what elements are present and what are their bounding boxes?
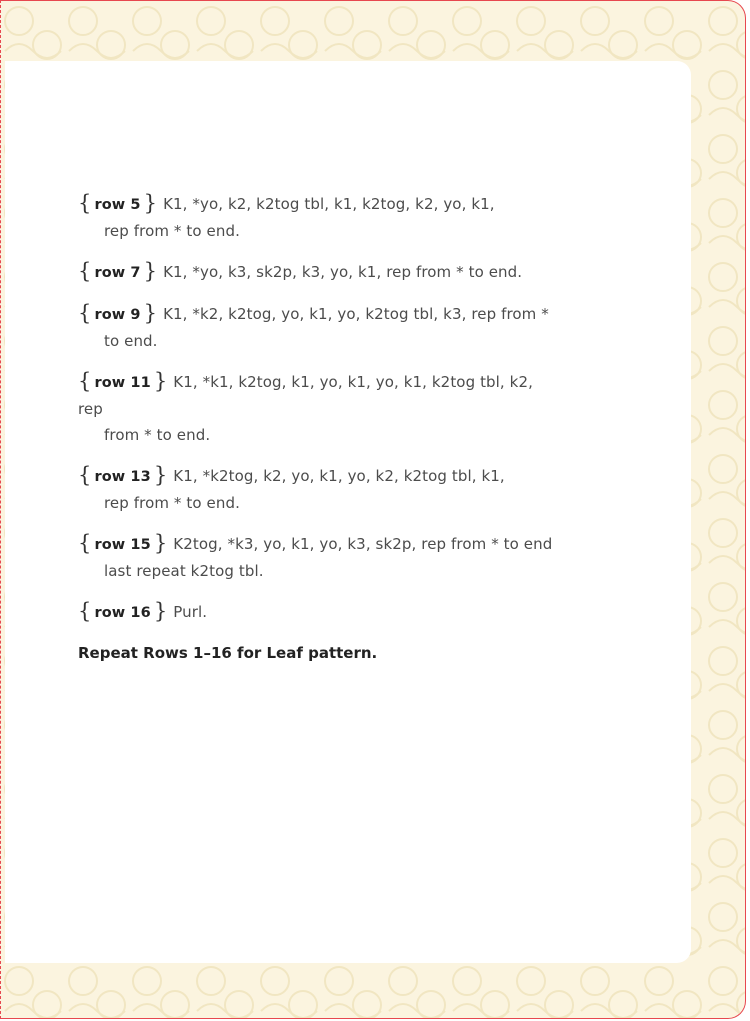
row-instruction-continued: from * to end. bbox=[104, 426, 211, 444]
pattern-instructions bbox=[78, 190, 558, 666]
pattern-row bbox=[78, 190, 558, 244]
close-brace: } bbox=[143, 259, 158, 283]
pattern-row bbox=[78, 598, 558, 626]
close-brace: } bbox=[143, 191, 158, 215]
row-instruction: K1, *k1, k2tog, k1, yo, k1, yo, k1, k2tog tbl, k2, rep bbox=[78, 373, 533, 418]
open-brace: { bbox=[78, 599, 92, 623]
row-instruction-continued: rep from * to end. bbox=[104, 494, 240, 512]
row-instruction: Purl. bbox=[173, 603, 208, 621]
open-brace: { bbox=[78, 369, 92, 393]
close-brace: } bbox=[153, 531, 168, 555]
row-label: row 13 bbox=[94, 469, 151, 485]
open-brace: { bbox=[78, 531, 92, 555]
row-label: row 5 bbox=[94, 197, 141, 213]
pattern-row bbox=[78, 462, 558, 516]
row-label: row 11 bbox=[94, 375, 151, 391]
row-instruction: K1, *yo, k3, sk2p, k3, yo, k1, rep from * to end. bbox=[163, 263, 523, 281]
row-instruction: K1, *k2tog, k2, yo, k1, yo, k2, k2tog tbl, k1, bbox=[173, 467, 505, 485]
pattern-row bbox=[78, 368, 558, 448]
row-label: row 7 bbox=[94, 265, 141, 281]
open-brace: { bbox=[78, 463, 92, 487]
row-label: row 9 bbox=[94, 307, 141, 323]
row-instruction: K1, *k2, k2tog, yo, k1, yo, k2tog tbl, k3, rep from * bbox=[163, 305, 549, 323]
repeat-note: Repeat Rows 1–16 for Leaf pattern. bbox=[78, 644, 378, 662]
pattern-row bbox=[78, 530, 558, 584]
row-instruction: K1, *yo, k2, k2tog tbl, k1, k2tog, k2, yo, k1, bbox=[163, 195, 495, 213]
row-instruction: K2tog, *k3, yo, k1, yo, k3, sk2p, rep from * to end bbox=[173, 535, 553, 553]
open-brace: { bbox=[78, 259, 92, 283]
close-brace: } bbox=[153, 599, 168, 623]
row-instruction-continued: last repeat k2tog tbl. bbox=[104, 562, 264, 580]
row-instruction-continued: to end. bbox=[104, 332, 158, 350]
row-instruction-continued: rep from * to end. bbox=[104, 222, 240, 240]
row-label: row 15 bbox=[94, 537, 151, 553]
open-brace: { bbox=[78, 191, 92, 215]
pattern-row bbox=[78, 258, 558, 286]
open-brace: { bbox=[78, 301, 92, 325]
pattern-row bbox=[78, 300, 558, 354]
close-brace: } bbox=[153, 463, 168, 487]
close-brace: } bbox=[143, 301, 158, 325]
row-label: row 16 bbox=[94, 605, 151, 621]
close-brace: } bbox=[153, 369, 168, 393]
